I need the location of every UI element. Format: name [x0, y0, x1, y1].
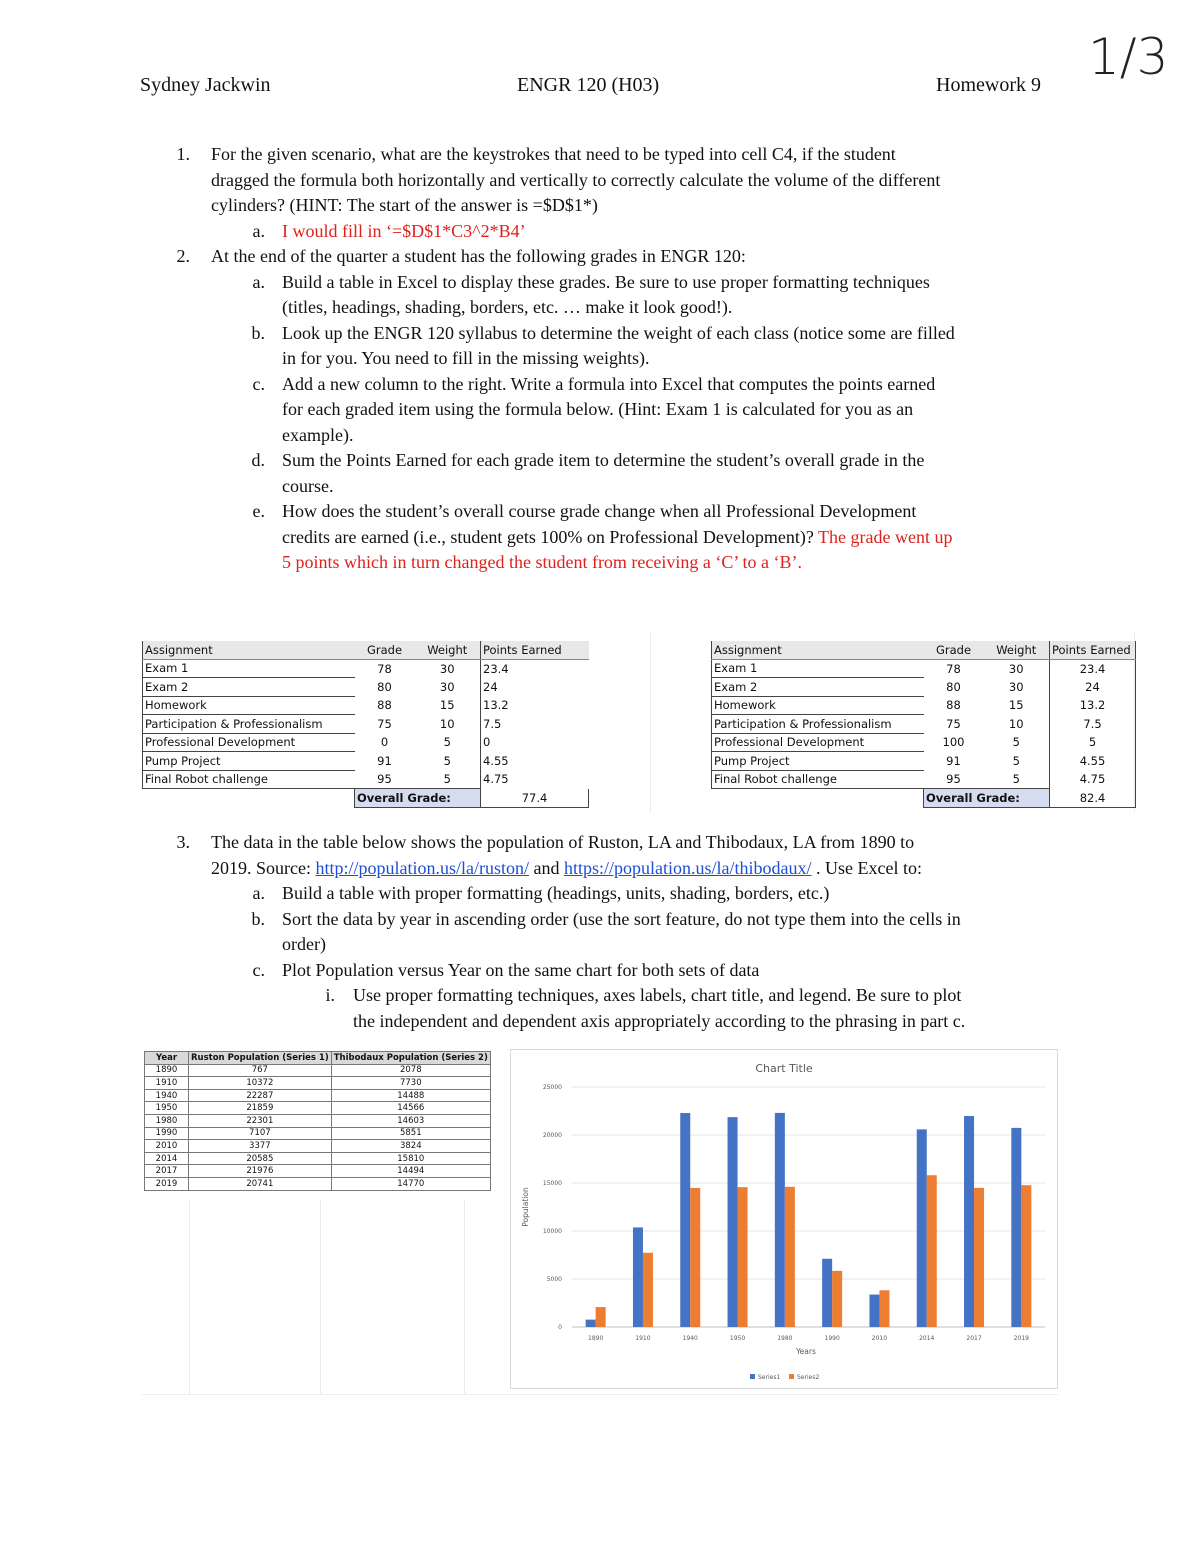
q2c-line-2: for each graded item using the formula below. (Hint: Exam 1 is calculated for you as an — [282, 399, 914, 419]
table-row — [712, 715, 1136, 734]
cell-points: 24 — [1050, 678, 1136, 697]
cell-ruston: 20585 — [189, 1152, 332, 1165]
cell-weight: 30 — [439, 661, 455, 676]
cell-points: 0 — [481, 733, 589, 752]
population-table-header — [145, 1052, 491, 1065]
q2d-line-1: Sum the Points Earned for each grade item to determine the student’s overall grade in the — [282, 450, 925, 470]
thibodaux-source-link[interactable]: https://population.us/la/thibodaux/ — [563, 857, 812, 878]
col-header-assignment: Assignment — [712, 641, 924, 659]
q1-line-1: For the given scenario, what are the keystrokes that need to be typed into cell C4, if the student — [211, 144, 896, 164]
overall-row — [143, 789, 589, 808]
sheet-gridline — [142, 1394, 1058, 1395]
q2b-line-2: in for you. You need to fill in the missing weights). — [282, 348, 650, 368]
cell-weight: 5 — [1012, 753, 1020, 768]
q1-number: 1. — [176, 144, 190, 164]
cell-assignment: Participation & Professionalism — [712, 715, 924, 734]
bar-series1-1940 — [680, 1113, 690, 1327]
y-tick-label: 20000 — [542, 1132, 562, 1139]
bar-series2-2010 — [879, 1290, 889, 1327]
cell-points: 13.2 — [1050, 696, 1136, 715]
q2b-line-1: Look up the ENGR 120 syllabus to determine the weight of each class (notice some are filled — [282, 322, 955, 343]
q1a-answer: I would fill in ‘=$D$1*C3^2*B4’ — [282, 220, 526, 241]
cell-thibodaux: 14603 — [331, 1114, 490, 1127]
q3-line-2-mid: and — [528, 857, 564, 878]
sheet-gridline — [650, 632, 651, 812]
cell-assignment: Pump Project — [712, 752, 924, 771]
page-mark: 1/3 — [1088, 28, 1169, 86]
cell-assignment: Pump Project — [143, 752, 355, 771]
overall-grade-value: 82.4 — [1050, 789, 1136, 808]
cell-points: 7.5 — [1050, 715, 1136, 734]
q3b-line-2: order) — [282, 934, 326, 954]
y-tick-label: 15000 — [542, 1180, 562, 1187]
grade-table-1-header — [143, 641, 589, 659]
x-tick-label: 2010 — [871, 1335, 888, 1342]
cell-thibodaux: 3824 — [331, 1140, 490, 1153]
cell-grade: 75 — [946, 716, 961, 731]
grade-table-2-header — [712, 641, 1136, 659]
cell-weight: 10 — [439, 716, 455, 731]
col-header-weight: Weight — [415, 641, 481, 659]
col-header-weight: Weight — [984, 641, 1050, 659]
legend-swatch-series1 — [750, 1374, 755, 1379]
y-tick-label: 25000 — [542, 1084, 562, 1091]
q3a-letter: a. — [252, 883, 265, 903]
cell-grade: 78 — [377, 661, 392, 676]
cell-grade: 95 — [946, 772, 961, 786]
table-row — [145, 1127, 491, 1140]
cell-grade: 80 — [946, 679, 961, 694]
bar-series1-2019 — [1011, 1128, 1021, 1327]
cell-weight: 5 — [443, 735, 451, 750]
cell-weight: 5 — [1012, 735, 1020, 750]
q2e-answer-part-1: The grade went up — [813, 526, 953, 547]
cell-weight: 30 — [439, 679, 455, 694]
cell-year: 2019 — [145, 1177, 189, 1190]
bar-series1-1990 — [822, 1259, 832, 1327]
x-tick-label: 1980 — [777, 1335, 793, 1342]
x-tick-label: 1910 — [635, 1335, 651, 1342]
bar-series1-2010 — [869, 1295, 879, 1327]
bar-series1-1910 — [633, 1227, 643, 1327]
cell-weight: 30 — [1008, 679, 1024, 694]
question-1 — [150, 142, 1110, 244]
cell-points: 7.5 — [481, 715, 589, 734]
cell-ruston: 22301 — [189, 1114, 332, 1127]
legend-label-series2: Series2 — [797, 1374, 820, 1381]
q2d-letter: d. — [251, 450, 265, 470]
cell-points: 24 — [481, 678, 589, 697]
q3b-line-1: Sort the data by year in ascending order (use the sort feature, do not type them into the cells in — [282, 908, 961, 929]
cell-points: 23.4 — [1050, 659, 1136, 678]
bar-series1-2017 — [964, 1116, 974, 1327]
y-tick-label: 5000 — [546, 1276, 562, 1283]
q3-line-2-end: . Use Excel to: — [811, 857, 922, 878]
cell-year: 2014 — [145, 1152, 189, 1165]
bar-series1-2014 — [917, 1129, 927, 1327]
student-name: Sydney Jackwin — [140, 74, 271, 96]
x-tick-label: 1940 — [682, 1335, 698, 1342]
cell-grade: 80 — [377, 679, 392, 694]
cell-assignment: Exam 2 — [143, 678, 355, 697]
q2e-line-2: credits are earned (i.e., student gets 100% on Professional Development)? — [282, 526, 814, 547]
cell-year: 2010 — [145, 1140, 189, 1153]
bar-series2-1950 — [738, 1187, 748, 1327]
y-tick-label: 10000 — [542, 1228, 562, 1235]
cell-weight: 30 — [1008, 661, 1024, 676]
sheet-gridline — [189, 1200, 190, 1395]
table-row — [145, 1140, 491, 1153]
table-row — [145, 1114, 491, 1127]
cell-thibodaux: 5851 — [331, 1127, 490, 1140]
chart-title: Chart Title — [755, 1062, 813, 1075]
cell-points: 13.2 — [481, 696, 589, 715]
cell-ruston: 21976 — [189, 1165, 332, 1178]
cell-points: 4.75 — [1050, 770, 1136, 789]
y-tick-label: 0 — [558, 1324, 562, 1331]
cell-assignment: Final Robot challenge — [143, 770, 355, 789]
cell-grade: 95 — [377, 772, 392, 786]
question-2 — [150, 244, 1110, 576]
overall-row — [712, 789, 1136, 808]
population-bar-chart — [510, 1049, 1058, 1389]
cell-assignment: Exam 1 — [712, 659, 924, 678]
table-row — [712, 659, 1136, 678]
cell-thibodaux: 14488 — [331, 1089, 490, 1102]
q2-number: 2. — [176, 246, 190, 266]
overall-grade-label: Overall Grade: — [924, 789, 1050, 808]
x-tick-label: 2017 — [966, 1335, 982, 1342]
cell-weight: 5 — [1012, 772, 1020, 786]
cell-weight: 5 — [443, 753, 451, 768]
cell-assignment: Professional Development — [143, 733, 355, 752]
x-tick-label: 1950 — [729, 1335, 746, 1342]
bar-series2-1980 — [785, 1187, 795, 1327]
cell-year: 1980 — [145, 1114, 189, 1127]
table-row — [712, 678, 1136, 697]
col-header-grade: Grade — [924, 641, 984, 659]
overall-grade-value: 77.4 — [481, 789, 589, 808]
bar-series2-1940 — [690, 1188, 700, 1327]
sheet-gridline — [464, 1200, 465, 1395]
cell-assignment: Professional Development — [712, 733, 924, 752]
legend-label-series1: Series1 — [758, 1374, 781, 1381]
q2b-letter: b. — [251, 322, 265, 343]
cell-points: 23.4 — [481, 659, 589, 678]
x-tick-label: 2014 — [919, 1335, 935, 1342]
cell-ruston: 21859 — [189, 1102, 332, 1115]
cell-points: 4.75 — [481, 770, 589, 789]
table-row — [145, 1077, 491, 1090]
col-header-year: Year — [145, 1052, 189, 1065]
cell-ruston: 767 — [189, 1064, 332, 1077]
cell-weight: 10 — [1008, 716, 1024, 731]
table-row — [712, 696, 1136, 715]
cell-grade: 91 — [946, 753, 961, 768]
col-header-ruston: Ruston Population (Series 1) — [189, 1052, 332, 1065]
cell-weight: 5 — [443, 772, 451, 786]
table-row — [712, 752, 1136, 771]
cell-points: 4.55 — [1050, 752, 1136, 771]
q2c-line-1: Add a new column to the right. Write a formula into Excel that computes the points earned — [282, 373, 936, 394]
cell-year: 1890 — [145, 1064, 189, 1077]
bar-series2-1990 — [832, 1271, 842, 1327]
cell-assignment: Homework — [143, 696, 355, 715]
q1a-letter: a. — [252, 220, 265, 241]
q2e-answer-part-2: 5 points which in turn changed the student from receiving a ‘C’ to a ‘B’. — [282, 552, 803, 572]
table-row — [143, 752, 589, 771]
bar-series2-2019 — [1021, 1185, 1031, 1327]
cell-year: 1990 — [145, 1127, 189, 1140]
q3ci-letter: i. — [325, 985, 335, 1005]
table-row — [712, 770, 1136, 789]
cell-thibodaux: 7730 — [331, 1077, 490, 1090]
cell-year: 2017 — [145, 1165, 189, 1178]
cell-ruston: 3377 — [189, 1140, 332, 1153]
col-header-points: Points Earned — [1050, 641, 1136, 659]
cell-grade: 91 — [377, 753, 392, 768]
q3a-text: Build a table with proper formatting (headings, units, shading, borders, etc.) — [282, 883, 830, 903]
table-row — [143, 770, 589, 789]
cell-assignment: Exam 1 — [143, 659, 355, 678]
cell-thibodaux: 15810 — [331, 1152, 490, 1165]
grade-table-2 — [711, 641, 1136, 808]
q1-line-3: cylinders? (HINT: The start of the answer is =$D$1*) — [211, 195, 598, 215]
cell-assignment: Exam 2 — [712, 678, 924, 697]
cell-grade: 88 — [377, 698, 392, 713]
cell-points: 5 — [1050, 733, 1136, 752]
q3-line-1: The data in the table below shows the population of Ruston, LA and Thibodaux, LA from 1890 to — [211, 832, 915, 852]
q2d-line-2: course. — [282, 475, 334, 496]
bar-series1-1890 — [586, 1320, 596, 1327]
bar-series2-1890 — [596, 1307, 606, 1327]
cell-assignment: Homework — [712, 696, 924, 715]
x-tick-label: 2019 — [1013, 1335, 1029, 1342]
cell-grade: 100 — [942, 735, 965, 750]
cell-weight: 15 — [439, 698, 455, 713]
q3ci-line-2: the independent and dependent axis appropriately according to the phrasing in part c. — [353, 1010, 966, 1031]
table-row — [712, 733, 1136, 752]
q3ci-line-1: Use proper formatting techniques, axes labels, chart title, and legend. Be sure to plot — [353, 985, 962, 1005]
bar-series1-1980 — [775, 1113, 785, 1327]
cell-grade: 88 — [946, 698, 961, 713]
y-axis-label: Population — [521, 1187, 530, 1227]
cell-thibodaux: 14566 — [331, 1102, 490, 1115]
table-row — [143, 696, 589, 715]
cell-thibodaux: 14770 — [331, 1177, 490, 1190]
course-code: ENGR 120 (H03) — [517, 74, 660, 96]
q3-number: 3. — [176, 832, 190, 852]
q2c-line-3: example). — [282, 424, 354, 445]
bar-series2-1910 — [643, 1253, 653, 1327]
table-row — [143, 715, 589, 734]
col-header-assignment: Assignment — [143, 641, 355, 659]
cell-year: 1950 — [145, 1102, 189, 1115]
cell-thibodaux: 2078 — [331, 1064, 490, 1077]
q3c-letter: c. — [252, 959, 265, 980]
col-header-grade: Grade — [355, 641, 415, 659]
question-3 — [150, 830, 1110, 1034]
table-row — [145, 1177, 491, 1190]
assignment-title: Homework 9 — [936, 74, 1041, 96]
cell-assignment: Final Robot challenge — [712, 770, 924, 789]
bar-series2-2014 — [927, 1175, 937, 1327]
x-axis-label: Years — [796, 1347, 816, 1356]
q2e-letter: e. — [252, 501, 265, 521]
table-row — [145, 1064, 491, 1077]
x-tick-label: 1890 — [588, 1335, 604, 1342]
cell-ruston: 22287 — [189, 1089, 332, 1102]
q2a-line-2: (titles, headings, shading, borders, etc. … make it look good!). — [282, 297, 733, 317]
q2c-letter: c. — [252, 373, 265, 394]
q1-line-2: dragged the formula both horizontally and vertically to correctly calculate the volume of the different — [211, 169, 941, 190]
population-table — [144, 1051, 491, 1191]
bar-series1-1950 — [728, 1117, 738, 1327]
cell-year: 1940 — [145, 1089, 189, 1102]
table-row — [145, 1152, 491, 1165]
table-row — [145, 1165, 491, 1178]
ruston-source-link[interactable]: http://population.us/la/ruston/ — [315, 857, 529, 878]
cell-points: 4.55 — [481, 752, 589, 771]
sheet-gridline — [320, 1200, 321, 1395]
table-row — [145, 1089, 491, 1102]
cell-grade: 75 — [377, 716, 392, 731]
cell-grade: 0 — [380, 735, 389, 750]
cell-weight: 15 — [1008, 698, 1024, 713]
q2-text: At the end of the quarter a student has the following grades in ENGR 120: — [211, 246, 746, 266]
q2e-line-1: How does the student’s overall course grade change when all Professional Development — [282, 501, 917, 521]
table-row — [143, 659, 589, 678]
cell-assignment: Participation & Professionalism — [143, 715, 355, 734]
cell-grade: 78 — [946, 661, 961, 676]
q2a-line-1: Build a table in Excel to display these grades. Be sure to use proper formatting techniques — [282, 271, 930, 292]
grade-table-1 — [142, 641, 589, 808]
table-row — [145, 1102, 491, 1115]
col-header-thibodaux: Thibodaux Population (Series 2) — [331, 1052, 490, 1065]
cell-ruston: 7107 — [189, 1127, 332, 1140]
q2a-letter: a. — [252, 271, 265, 292]
x-tick-label: 1990 — [824, 1335, 840, 1342]
cell-ruston: 10372 — [189, 1077, 332, 1090]
cell-ruston: 20741 — [189, 1177, 332, 1190]
cell-thibodaux: 14494 — [331, 1165, 490, 1178]
legend-swatch-series2 — [789, 1374, 794, 1379]
cell-year: 1910 — [145, 1077, 189, 1090]
q3-line-2-start: 2019. Source: — [211, 857, 316, 878]
overall-grade-label: Overall Grade: — [355, 789, 481, 808]
table-row — [143, 733, 589, 752]
q3b-letter: b. — [251, 908, 265, 929]
bar-series2-2017 — [974, 1188, 984, 1327]
table-row — [143, 678, 589, 697]
col-header-points: Points Earned — [481, 641, 589, 659]
q3c-text: Plot Population versus Year on the same chart for both sets of data — [282, 959, 760, 980]
